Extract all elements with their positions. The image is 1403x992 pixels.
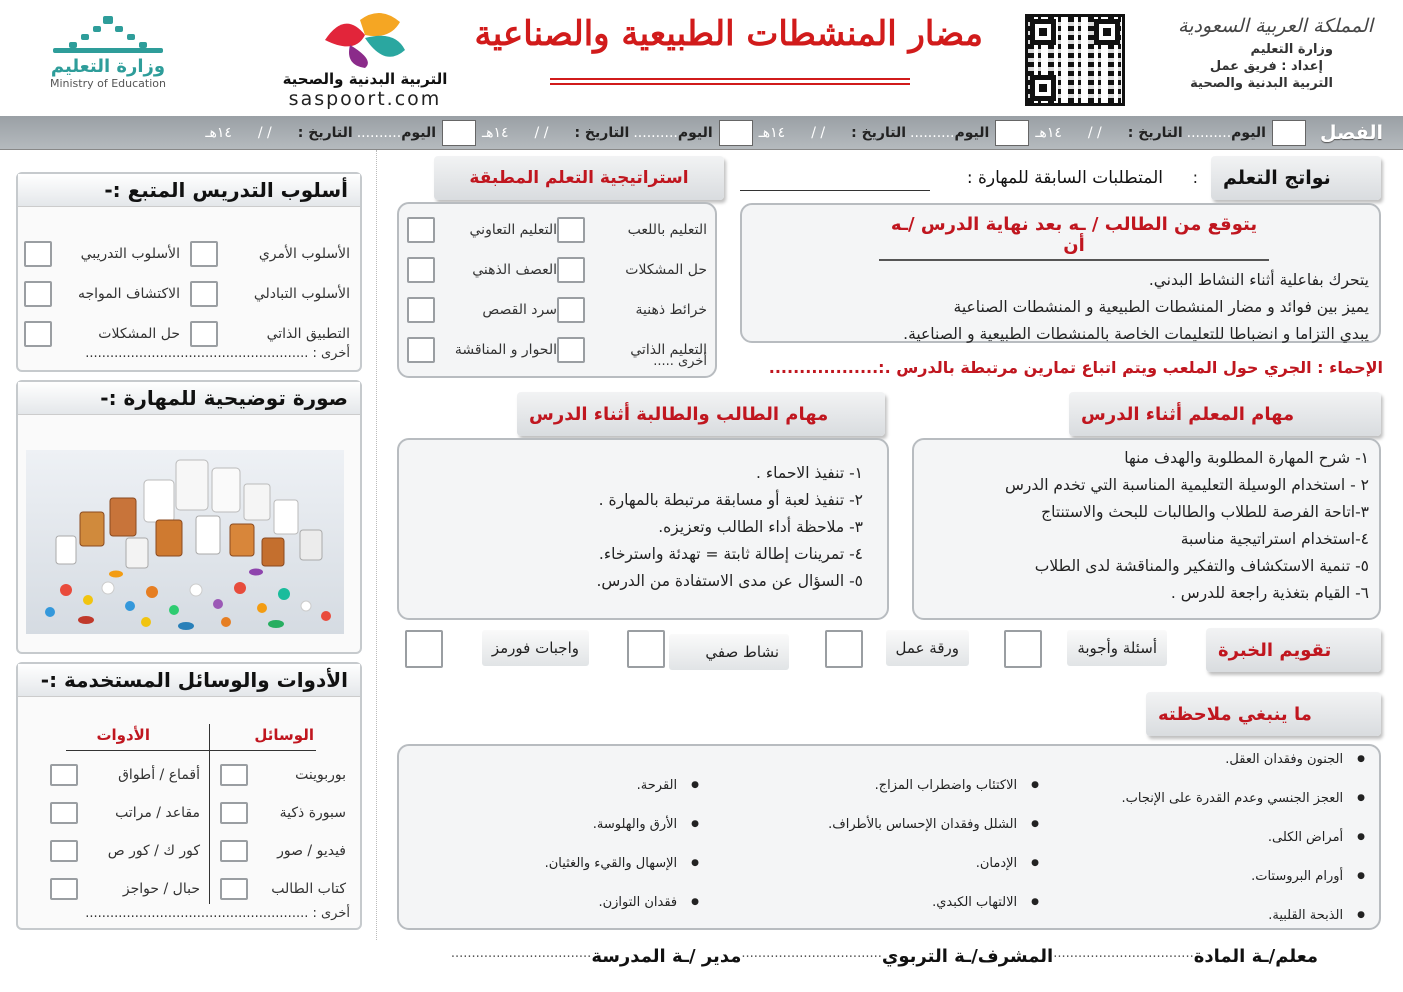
means-label: سبورة ذكية <box>279 805 346 821</box>
notes-col2 <box>828 766 1039 922</box>
sig-dots-3[interactable]: .................................. <box>450 946 592 961</box>
teacher-task: ١- شرح المهارة المطلوبة والهدف منها <box>1124 449 1369 467</box>
strategy-label: العصف الذهني <box>472 262 557 278</box>
teacher-task: ٤-استخدام استراتيجية مناسبة <box>1180 530 1369 548</box>
tools-header: الأدوات <box>96 726 150 744</box>
eval-option-checkbox[interactable] <box>627 630 665 668</box>
tools-label: مقاعد / مراتب <box>115 805 200 821</box>
strategy-title: استراتيجية التعلم المطبقة <box>469 168 689 188</box>
prepared-by: إعداد : فريق عمل <box>1209 59 1323 74</box>
student-tab <box>517 392 885 436</box>
means-row <box>220 756 346 794</box>
teacher-tab <box>1069 392 1381 436</box>
strategy-checkbox[interactable] <box>407 217 435 243</box>
tools-checkbox[interactable] <box>50 802 78 824</box>
student-list <box>399 460 887 595</box>
hijri-3: ١٤هـ <box>482 124 509 141</box>
student-task: ١- تنفيذ الاحماء . <box>756 464 863 482</box>
tools-label: كور ك / كور ص <box>107 843 200 859</box>
date-value-2[interactable]: / / <box>811 124 826 141</box>
header-right-block <box>1153 15 1373 92</box>
outcomes-label: نواتج التعلم <box>1223 167 1331 189</box>
strategy-panel <box>397 202 717 378</box>
signatures-row <box>451 946 1318 967</box>
means-col <box>220 756 346 908</box>
tools-label: أقماع / أطواق <box>118 767 200 783</box>
note-item: ● الاكتئاب واضطراب المزاج. <box>828 766 1039 805</box>
evaluation-options <box>405 630 1167 670</box>
teaching-style-col1 <box>190 234 350 354</box>
style-checkbox[interactable] <box>190 281 218 307</box>
notes-col3 <box>545 766 699 922</box>
tools-checkbox[interactable] <box>50 764 78 786</box>
outcome-item: يبدي التزاما و انضباطا للتعليمات الخاصة بالمنشطات الطبيعية و الصناعية. <box>903 325 1369 343</box>
strategy-checkbox[interactable] <box>407 297 435 323</box>
style-label: الأسلوب التدريبي <box>80 246 180 262</box>
note-item: ● الالتهاب الكبدي. <box>828 883 1039 922</box>
style-row <box>24 274 180 314</box>
means-checkbox[interactable] <box>220 878 248 900</box>
strategy-col1 <box>557 210 707 370</box>
kingdom-calligraphy: المملكة العربية السعودية <box>1178 15 1373 37</box>
note-item: ● أمراض الكلى. <box>1122 818 1365 857</box>
strategy-label: سرد القصص <box>482 302 557 318</box>
style-checkbox[interactable] <box>24 281 52 307</box>
means-checkbox[interactable] <box>220 840 248 862</box>
tools-panel <box>16 662 362 930</box>
pills-image <box>26 450 344 634</box>
teacher-task: ٣-اتاحة الفرصة للطلاب والطالبات للبحث والاستنتاج <box>1041 503 1369 521</box>
notes-tab <box>1146 692 1381 736</box>
eval-option-label: ورقة عمل <box>886 630 969 666</box>
evaluation-tab <box>1206 628 1381 672</box>
teaching-style-panel <box>16 172 362 372</box>
strategy-col2 <box>407 210 557 370</box>
strategy-label: التعليم التعاوني <box>469 222 557 238</box>
column-divider <box>376 150 377 940</box>
note-item: ● القرحة. <box>545 766 699 805</box>
hijri-2: ١٤هـ <box>758 124 786 141</box>
note-item: ● الذبحة القلبية. <box>1122 896 1365 935</box>
student-task: ٢- تنفيذ لعبة أو مسابقة مرتبطة بالمهارة . <box>598 491 863 509</box>
strategy-checkbox[interactable] <box>557 337 585 363</box>
title-underline <box>550 78 910 85</box>
date-label-4: التاريخ : <box>297 124 353 141</box>
tools-col <box>50 756 200 908</box>
expect-heading: يتوقع من الطالب / ـه بعد نهاية الدرس /ـه أن <box>879 214 1269 261</box>
class-input[interactable] <box>1272 120 1306 146</box>
eval-option-checkbox[interactable] <box>405 630 443 668</box>
day-input-3[interactable] <box>719 120 753 146</box>
moe-logo <box>28 14 188 90</box>
illustration-panel <box>16 380 362 654</box>
sig-dots-1[interactable]: .................................. <box>1053 946 1194 961</box>
sig-supervisor: المشرف/ـة التربوي <box>881 946 1054 967</box>
site-logo-icon <box>305 10 425 70</box>
teacher-panel <box>912 438 1381 620</box>
means-label: بوربوينت <box>295 767 346 783</box>
means-row <box>220 832 346 870</box>
style-label: حل المشكلات <box>98 326 180 342</box>
means-row <box>220 794 346 832</box>
note-item: ● فقدان التوازن. <box>545 883 699 922</box>
prepared-team: التربية البدنية والصحية <box>1190 76 1333 91</box>
means-label: فيديو / صور <box>277 843 346 859</box>
style-checkbox[interactable] <box>24 241 52 267</box>
day-label-1: اليوم.......... <box>1186 124 1266 141</box>
strategy-row <box>407 250 557 290</box>
tools-row <box>50 794 200 832</box>
date-value-1[interactable]: / / <box>1087 124 1102 141</box>
notes-panel <box>397 744 1381 930</box>
eval-option-checkbox[interactable] <box>825 630 863 668</box>
style-row <box>24 234 180 274</box>
teaching-style-other[interactable]: أخرى : ...................................................... <box>85 346 350 361</box>
teacher-list <box>914 445 1379 607</box>
outcomes-list <box>742 267 1379 348</box>
style-label: الاكتشاف المواجه <box>77 286 180 302</box>
tools-row <box>50 832 200 870</box>
eval-option-checkbox[interactable] <box>1004 630 1042 668</box>
hijri-1: ١٤هـ <box>1035 124 1062 141</box>
means-row <box>220 870 346 908</box>
prereq-label: المتطلبات السابقة للمهارة : <box>966 168 1163 188</box>
teacher-task: ٦- القيام بتغذية راجعة للدرس . <box>1170 584 1369 602</box>
style-row <box>190 234 350 274</box>
page-title: مضار المنشطات الطبيعية والصناعية <box>474 14 983 54</box>
ministry-name: وزارة التعليم <box>1250 42 1333 57</box>
evaluation-title: تقويم الخبرة <box>1218 639 1332 661</box>
sig-teacher: معلم/ـة المادة <box>1193 946 1318 967</box>
teacher-task: ٢ - استخدام الوسيلة التعليمية المناسبة التي تخدم الدرس <box>1004 476 1369 494</box>
student-task: ٣- ملاحظة أداء الطالب وتعزيزه. <box>658 518 863 536</box>
outcome-item: يتحرك بفاعلية أثناء النشاط البدني. <box>1148 271 1369 289</box>
strategy-checkbox[interactable] <box>557 297 585 323</box>
strategy-label: التعليم الذاتي <box>630 342 707 358</box>
date-value-3[interactable]: / / <box>534 124 549 141</box>
student-task: ٥- السؤال عن مدى الاستفادة من الدرس. <box>596 572 863 590</box>
strategy-tab <box>434 156 724 200</box>
style-checkbox[interactable] <box>190 321 218 347</box>
means-checkbox[interactable] <box>220 764 248 786</box>
sig-principal: مدير /ـة المدرسة <box>591 946 742 967</box>
eval-option-label: نشاط صفي <box>669 634 789 670</box>
style-label: الأسلوب التبادلي <box>253 286 350 302</box>
day-label-4: اليوم.......... <box>356 124 437 141</box>
style-label: الأسلوب الأمري <box>258 246 350 262</box>
moe-arabic: وزارة التعليم <box>50 56 166 77</box>
moe-logo-icon <box>33 14 183 56</box>
moe-english: Ministry of Education <box>49 77 166 90</box>
strategy-checkbox[interactable] <box>407 337 435 363</box>
site-url: saspoort.com <box>288 88 442 110</box>
site-logo-text: التربية البدنية والصحية <box>282 70 448 88</box>
prereq-line[interactable] <box>740 190 930 191</box>
date-bar <box>0 116 1403 150</box>
note-item: ● الجنون وفقدان العقل. <box>1122 740 1365 779</box>
date-label-2: التاريخ : <box>851 124 906 141</box>
note-item: ● الأرق والهلوسة. <box>545 805 699 844</box>
site-logo <box>250 10 480 110</box>
note-item: ● الإسهال والقيء والغثيان. <box>545 844 699 883</box>
tools-header-line <box>66 750 316 751</box>
tools-vline <box>209 724 210 904</box>
tools-checkbox[interactable] <box>50 840 78 862</box>
teacher-title: مهام المعلم أثناء الدرس <box>1081 403 1295 425</box>
notes-col1 <box>1122 740 1365 935</box>
tools-row <box>50 870 200 908</box>
strategy-row <box>407 330 557 370</box>
warmup-line: الإحماء : الجري حول الملعب ويتم اتباع تمارين مرتبطة بالدرس .:.................. <box>768 358 1383 377</box>
teacher-task: ٥- تنمية الاستكشاف والتفكير والمناقشة لدى الطلاب <box>1034 557 1369 575</box>
style-checkbox[interactable] <box>24 321 52 347</box>
strategy-checkbox[interactable] <box>407 257 435 283</box>
strategy-row <box>407 210 557 250</box>
qr-code <box>1025 14 1125 106</box>
date-label-1: التاريخ : <box>1127 124 1183 141</box>
teaching-style-col2 <box>24 234 180 354</box>
tools-title: الأدوات والوسائل المستخدمة :- <box>18 664 360 697</box>
eval-option-label: واجبات فورمز <box>482 630 589 666</box>
outcomes-colon: : <box>1192 168 1198 187</box>
tools-other[interactable]: أخرى : ...................................................... <box>85 906 350 921</box>
strategy-row <box>407 290 557 330</box>
strategy-label: التعليم باللعب <box>627 222 707 238</box>
student-title: مهام الطالب والطالبة أثناء الدرس <box>529 403 829 425</box>
strategy-checkbox[interactable] <box>557 257 585 283</box>
strategy-checkbox[interactable] <box>557 217 585 243</box>
note-item: ● أورام البروستات. <box>1122 857 1365 896</box>
style-label: التطبيق الذاتي <box>266 326 350 342</box>
outcomes-panel <box>740 203 1381 343</box>
teaching-style-title: أسلوب التدريس المتبع :- <box>18 174 360 207</box>
outcome-item: يميز بين فوائد و مضار المنشطات الطبيعية و المنشطات الصناعية <box>953 298 1369 316</box>
eval-option-label: أسئلة وأجوبة <box>1067 630 1167 666</box>
strategy-row <box>557 210 707 250</box>
student-task: ٤- تمرينات إطالة ثابتة = تهدئة واسترخاء. <box>598 545 863 563</box>
student-panel <box>397 438 889 620</box>
date-value-4[interactable]: / / <box>257 124 272 141</box>
date-label-3: التاريخ : <box>574 124 630 141</box>
means-header: الوسائل <box>254 726 314 744</box>
style-row <box>190 274 350 314</box>
tools-checkbox[interactable] <box>50 878 78 900</box>
tools-row <box>50 756 200 794</box>
note-item: ● العجز الجنسي وعدم القدرة على الإنجاب. <box>1122 779 1365 818</box>
strategy-label: حل المشكلات <box>625 262 707 278</box>
means-label: كتاب الطالب <box>271 881 346 897</box>
strategy-label: خرائط ذهنية <box>635 302 707 318</box>
sig-dots-2[interactable]: .................................. <box>741 946 882 961</box>
day-label-3: اليوم.......... <box>633 124 713 141</box>
day-label-2: اليوم.......... <box>910 124 990 141</box>
note-item: ● الشلل وفقدان الإحساس بالأطراف. <box>828 805 1039 844</box>
style-checkbox[interactable] <box>190 241 218 267</box>
note-item: ● الإدمان. <box>828 844 1039 883</box>
hijri-4: ١٤هـ <box>205 124 232 141</box>
strategy-label: الحوار و المناقشة <box>454 342 557 358</box>
day-input-4[interactable] <box>442 120 476 146</box>
illustration-title: صورة توضيحية للمهارة :- <box>18 382 360 415</box>
strategy-other[interactable]: أخرى ..... <box>653 354 707 369</box>
strategy-row <box>557 250 707 290</box>
day-input-2[interactable] <box>995 120 1029 146</box>
class-label: الفصل <box>1319 121 1383 144</box>
tools-label: حبال / حواجز <box>122 881 200 897</box>
outcomes-tab <box>1211 156 1381 200</box>
notes-title: ما ينبغي ملاحظته <box>1158 703 1312 725</box>
means-checkbox[interactable] <box>220 802 248 824</box>
strategy-row <box>557 290 707 330</box>
